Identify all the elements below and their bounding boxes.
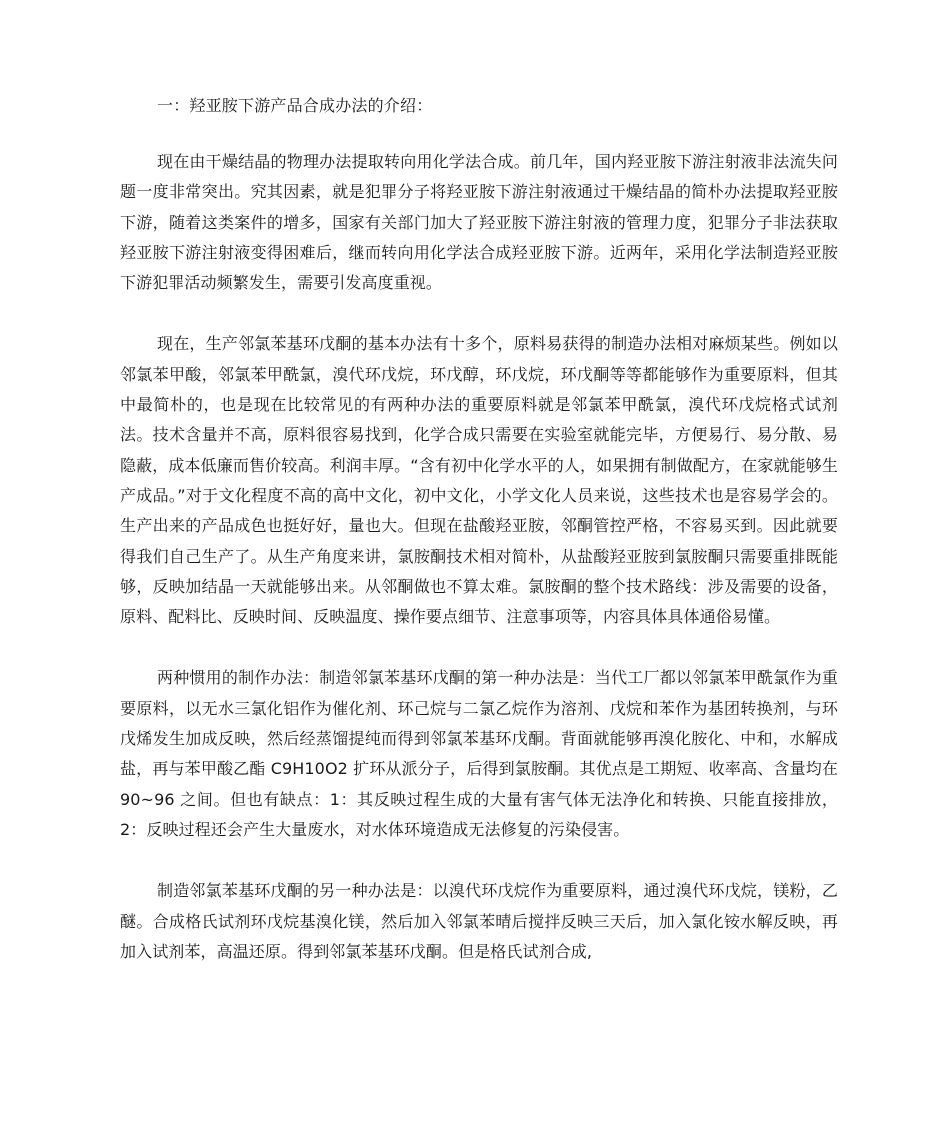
document-page [120, 92, 838, 997]
paragraph-2: 现在，生产邻氯苯基环戊酮的基本办法有十多个，原料易获得的制造办法相对麻烦某些。例如以邻氯苯甲酸，邻氯苯甲酰氯，溴代环戊烷，环戊醇，环戊烷，环戊酮等等都能够作为重要原料，但其中最简朴的，也是现在比较常见的有两种办法的重要原料就是邻氯苯甲酰氯，溴代环戊烷格式试剂法。技术含量并不高，原料很容易找到，化学合成只需要在实验室就能完毕，方便易行、易分散、易隐蔽，成本低廉而售价较高。利润丰厚。“含有初中化学水平的人，如果拥有制做配方，在家就能够生产成品。”对于文化程度不高的高中文化，初中文化，小学文化人员来说，这些技术也是容易学会的。生产出来的产品成色也挺好好，量也大。但现在盐酸羟亚胺，邻酮管控严格，不容易买到。因此就要得我们自己生产了。从生产角度来讲，氯胺酮技术相对简朴，从盐酸羟亚胺到氯胺酮只需要重排既能够，反映加结晶一天就能够出来。从邻酮做也不算太难。氯胺酮的整个技术路线：涉及需要的设备，原料、配料比、反映时间、反映温度、操作要点细节、注意事项等，内容具体具体通俗易懂。 [120, 334, 838, 627]
section-heading: 一：羟亚胺下游产品合成办法的介绍： [157, 96, 433, 115]
paragraph-3: 两种惯用的制作办法：制造邻氯苯基环戊酮的第一种办法是：当代工厂都以邻氯苯甲酰氯作为重要原料，以无水三氯化铝作为催化剂、环己烷与二氯乙烷作为溶剂、戊烷和苯作为基团转换剂，与环戊烯发生加成反映，然后经蒸馏提纯而得到邻氯苯基环戊酮。背面就能够再溴化胺化、中和，水解成盐，再与苯甲酸乙酯 C9H10O2 扩环从派分子，后得到氯胺酮。其优点是工期短、收率高、含量均在 90~96 之间。但也有缺点：1：其反映过程生成的大量有害气体无法净化和转换、只能直接排放，2：反映过程还会产生大量废水，对水体环境造成无法修复的污染侵害。 [120, 668, 838, 839]
paragraph-1: 现在由干燥结晶的物理办法提取转向用化学法合成。前几年，国内羟亚胺下游注射液非法流失问题一度非常突出。究其因素，就是犯罪分子将羟亚胺下游注射液通过干燥结晶的简朴办法提取羟亚胺下游，随着这类案件的增多，国家有关部门加大了羟亚胺下游注射液的管理力度，犯罪分子非法获取羟亚胺下游注射液变得困难后，继而转向用化学法合成羟亚胺下游。近两年，采用化学法制造羟亚胺下游犯罪活动频繁发生，需要引发高度重视。 [120, 152, 838, 293]
paragraph-4: 制造邻氯苯基环戊酮的另一种办法是：以溴代环戊烷作为重要原料，通过溴代环戊烷，镁粉，乙醚。合成格氏试剂环戊烷基溴化镁，然后加入邻氯苯晴后搅拌反映三天后，加入氯化铵水解反映，再加入试剂苯，高温还原。得到邻氯苯基环戊酮。但是格氏试剂合成, [120, 881, 838, 961]
